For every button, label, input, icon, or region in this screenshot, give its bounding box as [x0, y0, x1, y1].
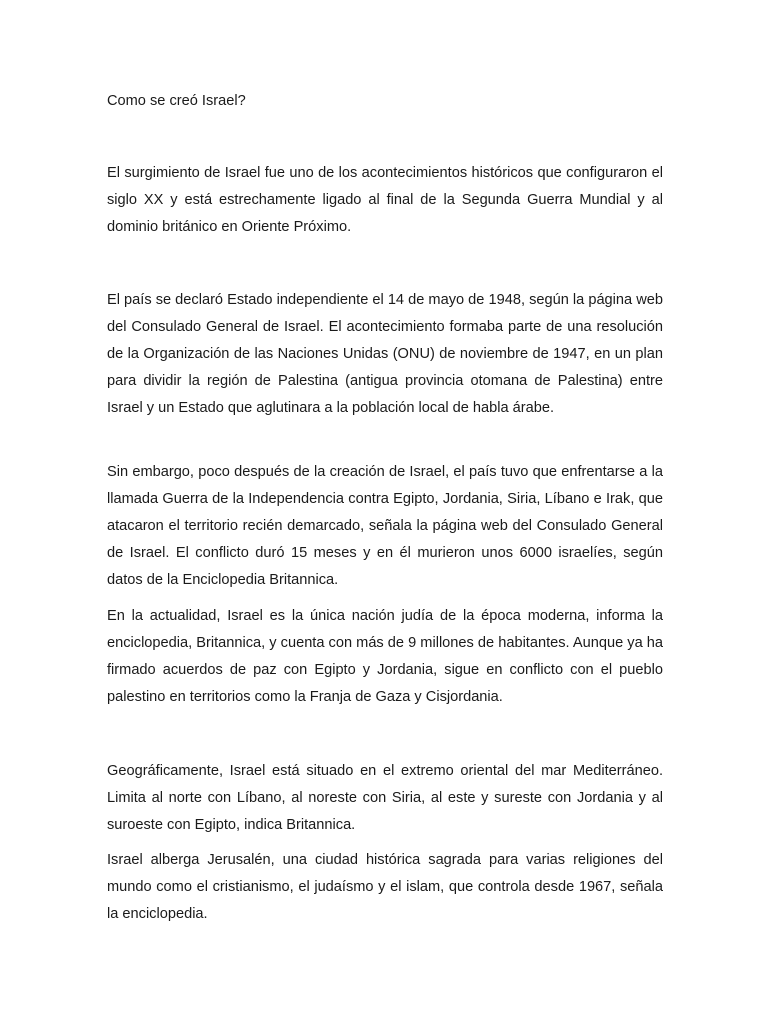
- paragraph-3: Sin embargo, poco después de la creación de Israel, el país tuvo que enfrentarse a la llamada Guerra de la Independencia contra Egipto, Jordania, Siria, Líbano e Irak, que atacaron el territorio recién demarcado, señala la página web del Consulado General de Israel. El conflicto duró 15 meses y en él murieron unos 6000 israelíes, según datos de la Enciclopedia Britannica.: [107, 464, 663, 588]
- paragraph-4: En la actualidad, Israel es la única nación judía de la época moderna, informa la enciclopedia, Britannica, y cuenta con más de 9 millones de habitantes. Aunque ya ha firmado acuerdos de paz con Egipto y Jordania, sigue en conflicto con el pueblo palestino en territorios como la Franja de Gaza y Cisjordania.: [107, 608, 663, 705]
- paragraph-5: Geográficamente, Israel está situado en el extremo oriental del mar Mediterráneo. Limita al norte con Líbano, al noreste con Siria, al este y sureste con Jordania y al suroeste con Egipto, indica Britannica.: [107, 763, 663, 833]
- document-title: Como se creó Israel?: [107, 93, 246, 109]
- paragraph-2: El país se declaró Estado independiente el 14 de mayo de 1948, según la página web del Consulado General de Israel. El acontecimiento formaba parte de una resolución de la Organización de las Naciones Unidas (ONU) de noviembre de 1947, en un plan para dividir la región de Palestina (antigua provincia otomana de Palestina) entre Israel y un Estado que aglutinara a la población local de habla árabe.: [107, 292, 663, 416]
- paragraph-1: El surgimiento de Israel fue uno de los acontecimientos históricos que configuraron el siglo XX y está estrechamente ligado al final de la Segunda Guerra Mundial y al dominio británico en Oriente Próximo.: [107, 165, 663, 235]
- paragraph-6: Israel alberga Jerusalén, una ciudad histórica sagrada para varias religiones del mundo como el cristianismo, el judaísmo y el islam, que controla desde 1967, señala la enciclopedia.: [107, 852, 663, 922]
